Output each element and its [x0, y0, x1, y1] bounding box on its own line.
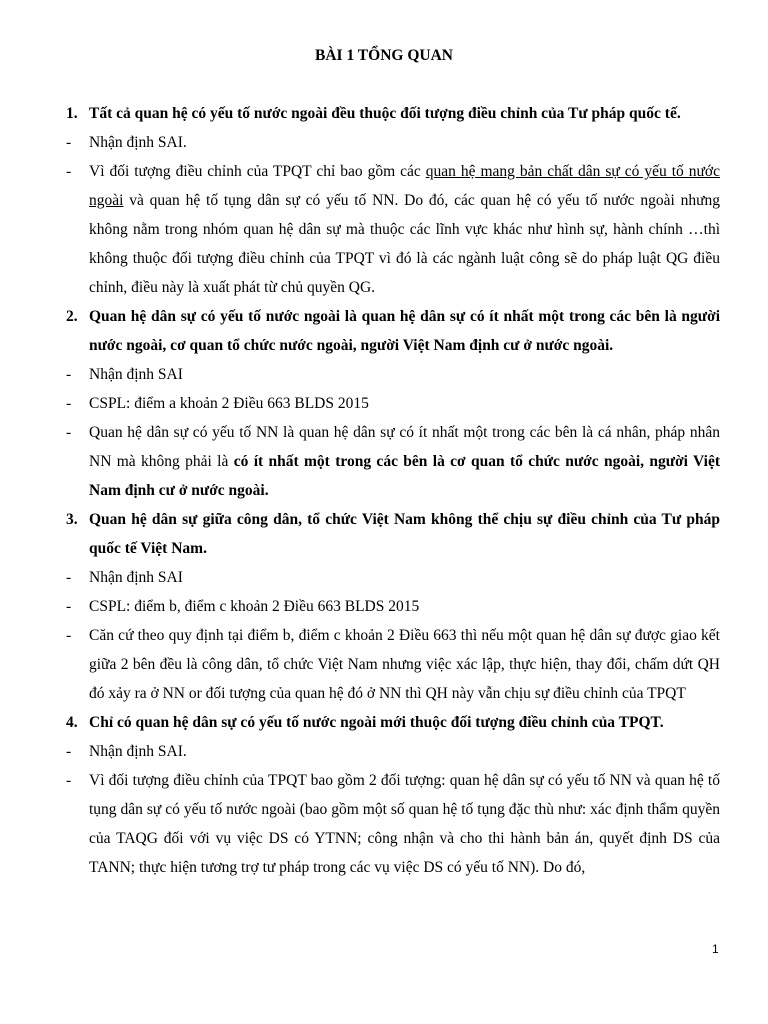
answer-text: Nhận định SAI [89, 569, 183, 586]
legal-basis-text: CSPL: điểm b, điểm c khoản 2 Điều 663 BLDS 2015 [89, 598, 420, 615]
question-text: Tất cả quan hệ có yếu tố nước ngoài đều thuộc đối tượng điều chỉnh của Tư pháp quốc tế. [89, 105, 681, 122]
answer-bullet [66, 563, 720, 592]
bullet-dash: - [66, 772, 72, 789]
question-2 [66, 302, 720, 360]
answer-bullet [66, 737, 720, 766]
bullet-dash: - [66, 424, 72, 441]
bullet-dash: - [66, 366, 72, 383]
answer-underlined-text: quan hệ mang bản chất dân sự có yếu tố nước ngoài [89, 163, 721, 209]
question-4 [66, 708, 720, 737]
question-text: Chỉ có quan hệ dân sự có yếu tố nước ngoài mới thuộc đối tượng điều chỉnh của TPQT. [89, 714, 664, 731]
document-title: BÀI 1 TỔNG QUAN [315, 47, 453, 64]
answer-text: Vì đối tượng điều chỉnh của TPQT bao gồm 2 đối tượng: quan hệ dân sự có yếu tố NN và quan hệ tố tụng dân sự có yếu tố nước ngoài (bao gồm một số quan hệ tố tụng đặc thù như: xác định thẩm quyền của TAQG đối với vụ việc DS có YTNN; công nhận và cho thi hành bản án, quyết định DS của TANN; thực hiện tương trợ tư pháp trong các vụ việc DS có yếu tố NN). Do đó, [89, 772, 720, 876]
answer-text-tail: và quan hệ tố tụng dân sự có yếu tố NN. Do đó, các quan hệ có yếu tố nước ngoài nhưng không nằm trong nhóm quan hệ dân sự mà thuộc các lĩnh vực khác như hình sự, hành chính …thì không thuộc đối tượng điều chỉnh của TPQT vì đó là các ngành luật công sẽ do pháp luật QG điều chỉnh, điều này là xuất phát từ chủ quyền QG. [89, 192, 720, 296]
question-text: Quan hệ dân sự giữa công dân, tổ chức Việt Nam không thể chịu sự điều chỉnh của Tư pháp quốc tế Việt Nam. [89, 511, 720, 557]
bullet-dash: - [66, 569, 72, 586]
answer-bullet [66, 360, 720, 389]
page-number: 1 [712, 942, 719, 956]
answer-text: Nhận định SAI. [89, 743, 187, 760]
answer-bullet [66, 621, 720, 708]
bullet-dash: - [66, 627, 72, 644]
bullet-dash: - [66, 134, 72, 151]
bullet-dash: - [66, 743, 72, 760]
question-text: Quan hệ dân sự có yếu tố nước ngoài là quan hệ dân sự có ít nhất một trong các bên là người nước ngoài, cơ quan tổ chức nước ngoài, người Việt Nam định cư ở nước ngoài. [89, 308, 720, 354]
document-body [66, 99, 720, 882]
answer-text-lead: Quan hệ dân sự có yếu tố NN là quan hệ dân sự có ít nhất một trong các bên là cá nhân, pháp nhân NN mà không phải là [89, 424, 720, 470]
answer-bullet [66, 592, 720, 621]
legal-basis-text: CSPL: điểm a khoản 2 Điều 663 BLDS 2015 [89, 395, 369, 412]
answer-text-lead: Vì đối tượng điều chỉnh của TPQT chỉ bao gồm các [89, 163, 426, 180]
question-number: 3. [66, 511, 78, 528]
question-number: 4. [66, 714, 78, 731]
answer-text: Nhận định SAI. [89, 134, 187, 151]
answer-text: Nhận định SAI [89, 366, 183, 383]
answer-bullet [66, 389, 720, 418]
answer-text: Căn cứ theo quy định tại điểm b, điểm c khoản 2 Điều 663 thì nếu một quan hệ dân sự được giao kết giữa 2 bên đều là công dân, tổ chức Việt Nam nhưng việc xác lập, thực hiện, thay đổi, chấm dứt QH đó xảy ra ở NN or đối tượng của quan hệ đó ở NN thì QH này vẫn chịu sự điều chỉnh của TPQT [89, 627, 720, 702]
answer-bullet [66, 157, 720, 302]
answer-bold-text: có ít nhất một trong các bên là cơ quan tổ chức nước ngoài, người Việt Nam định cư ở nước ngoài. [89, 453, 720, 499]
bullet-dash: - [66, 395, 72, 412]
question-number: 2. [66, 308, 78, 325]
question-3 [66, 505, 720, 563]
bullet-dash: - [66, 598, 72, 615]
answer-bullet [66, 418, 720, 505]
answer-bullet [66, 128, 720, 157]
question-number: 1. [66, 105, 78, 122]
question-1 [66, 99, 720, 128]
bullet-dash: - [66, 163, 72, 180]
answer-bullet [66, 766, 720, 882]
